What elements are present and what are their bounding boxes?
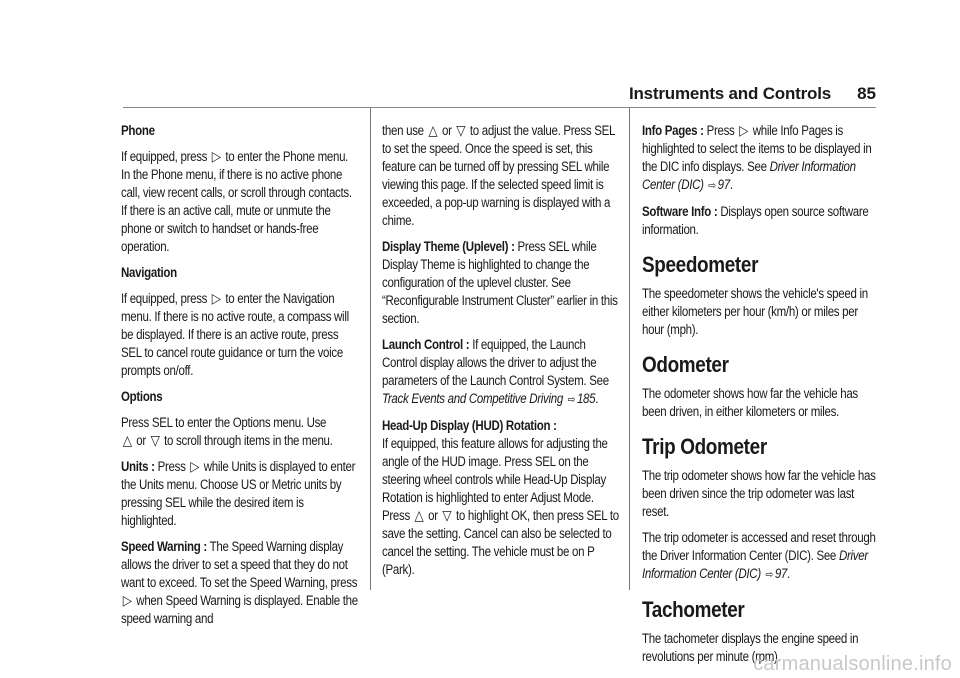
text: or <box>136 433 146 448</box>
column-2 <box>382 122 619 587</box>
text: while Units is displayed to enter the Units menu. Choose US or Metric units by pressing SEL while the desired item is highlighted. <box>121 459 356 528</box>
trip-odometer-paragraph-1: The trip odometer shows how far the vehicle has been driven since the trip odometer was last reset. <box>642 468 876 519</box>
right-arrow-icon: ▷ <box>122 592 132 608</box>
speed-warning-continued <box>382 122 619 230</box>
speed-warning-term: Speed Warning : <box>121 539 207 554</box>
navigation-heading: Navigation <box>121 265 177 280</box>
cross-reference-link[interactable]: Driver Information Center (DIC) <box>642 159 856 192</box>
text: The trip odometer is accessed and reset through the Driver Information Center (DIC). See <box>642 530 876 563</box>
info-pages-term: Info Pages : <box>642 123 704 138</box>
section-title: Instruments and Controls <box>628 84 831 103</box>
text: while Info Pages is highlighted to select the items to be displayed in the DIC info displays. See <box>642 123 872 174</box>
text: to scroll through items in the menu. <box>164 433 333 448</box>
text: to enter the Navigation menu. If there is no active route, a compass will be displayed. If there is an active route, press SEL to cancel route guidance or turn the voice prompts on/off. <box>121 291 349 378</box>
page-number: 85 <box>857 84 876 103</box>
right-arrow-icon: ▷ <box>211 290 221 306</box>
cross-reference-link[interactable]: Driver Information Center (DIC) <box>642 548 868 581</box>
page-reference[interactable]: 97 <box>774 566 788 581</box>
column-divider <box>370 108 371 590</box>
down-arrow-icon: ▽ <box>442 507 452 523</box>
watermark: carmanualsonline.info <box>753 653 952 675</box>
right-arrow-icon: ▷ <box>190 458 200 474</box>
cross-reference-link[interactable]: Track Events and Competitive Driving <box>382 391 563 406</box>
column-divider <box>629 108 630 590</box>
text: If equipped, press <box>121 291 208 306</box>
column-3 <box>642 122 879 674</box>
text: Press SEL while Display Theme is highlighted to change the configuration of the uplevel cluster. See “Reconfigurable Instrument Cluster” earlier in this section. <box>382 239 618 326</box>
header-rule <box>123 107 876 108</box>
software-info-paragraph <box>642 203 879 239</box>
display-theme-term: Display Theme (Uplevel) : <box>382 239 515 254</box>
text: or <box>441 123 452 138</box>
text: Displays open source software information. <box>642 204 869 237</box>
page-reference-icon: ⇨ <box>765 569 774 581</box>
page-reference-icon: ⇨ <box>567 394 576 406</box>
page-reference-icon: ⇨ <box>708 180 716 192</box>
up-arrow-icon: △ <box>414 507 424 523</box>
odometer-paragraph: The odometer shows how far the vehicle has been driven, in either kilometers or miles. <box>642 386 858 419</box>
text: when Speed Warning is displayed. Enable the speed warning and <box>121 593 358 626</box>
right-arrow-icon: ▷ <box>739 122 749 138</box>
up-arrow-icon: △ <box>428 122 438 138</box>
text: to adjust the value. Press SEL to set the speed. Once the speed is set, this feature can be turned off by pressing SEL while viewing this page. If the selected speed limit is exceeded, a pop-up warning is displayed with a chime. <box>382 123 615 228</box>
text: or <box>428 508 438 523</box>
launch-control-paragraph: Launch Control : If equipped, the Launch Control display allows the driver to adjust the parameters of the Launch Control System. See Track Events and Competitive Driving ⇨ 185. <box>382 337 609 406</box>
text: The Speed Warning display allows the driver to set a speed that they do not want to exceed. To set the Speed Warning, press <box>121 539 358 590</box>
navigation-paragraph <box>121 290 358 380</box>
trip-odometer-heading: Trip Odometer <box>642 434 767 459</box>
launch-control-term: Launch Control : <box>382 337 470 352</box>
column-1 <box>121 122 358 636</box>
speed-warning-paragraph <box>121 538 358 628</box>
right-arrow-icon: ▷ <box>211 148 221 164</box>
text: If equipped, this feature allows for adjusting the angle of the HUD image. Press SEL on the steering wheel controls while Head-Up Display Rotation is highlighted to enter Adjust Mode. Press <box>382 436 608 523</box>
text: If equipped, the Launch Control display allows the driver to adjust the parameters of the Launch Control System. See <box>382 337 609 388</box>
info-pages-paragraph: Info Pages : Press ▷ while Info Pages is highlighted to select the items to be displayed in the DIC info displays. See Driver Information Center (DIC) ⇨ 97. <box>642 122 872 192</box>
page-header <box>96 78 876 108</box>
page-reference[interactable]: 185 <box>576 391 596 406</box>
text: If equipped, press <box>121 149 208 164</box>
text: to highlight OK, then press SEL to save the setting. Cancel can also be selected to cancel the setting. The vehicle must be on P (Park). <box>382 508 619 577</box>
display-theme-paragraph <box>382 238 619 328</box>
text: to enter the Phone menu. In the Phone menu, if there is no active phone call, view recent calls, or scroll through contacts. If there is an active call, mute or unmute the phone or switch to handset or hands-free operation. <box>121 149 352 254</box>
page-reference[interactable]: 97 <box>717 177 730 192</box>
odometer-heading: Odometer <box>642 352 729 377</box>
tachometer-paragraph: The tachometer displays the engine speed in revolutions per minute (rpm). <box>642 631 859 664</box>
phone-heading: Phone <box>121 123 155 138</box>
text: Press <box>157 459 186 474</box>
down-arrow-icon: ▽ <box>456 122 466 138</box>
trip-odometer-paragraph-2: The trip odometer is accessed and reset through the Driver Information Center (DIC). See Driver Information Center (DIC) ⇨ 97. <box>642 530 876 581</box>
options-heading: Options <box>121 389 163 404</box>
speedometer-paragraph: The speedometer shows the vehicle's speed in either kilometers per hour (km/h) or miles per hour (mph). <box>642 286 868 337</box>
down-arrow-icon: ▽ <box>150 432 160 448</box>
software-info-term: Software Info : <box>642 204 718 219</box>
phone-paragraph <box>121 148 358 256</box>
text: Press SEL to enter the Options menu. Use <box>121 415 327 430</box>
units-paragraph <box>121 458 358 530</box>
units-term: Units : <box>121 459 155 474</box>
text: Press <box>706 123 735 138</box>
hud-rotation-paragraph <box>382 417 619 579</box>
speedometer-heading: Speedometer <box>642 252 759 277</box>
text: then use <box>382 123 424 138</box>
options-paragraph <box>121 414 358 450</box>
up-arrow-icon: △ <box>122 432 132 448</box>
tachometer-heading: Tachometer <box>642 597 745 622</box>
hud-rotation-term: Head-Up Display (HUD) Rotation : <box>382 418 557 433</box>
